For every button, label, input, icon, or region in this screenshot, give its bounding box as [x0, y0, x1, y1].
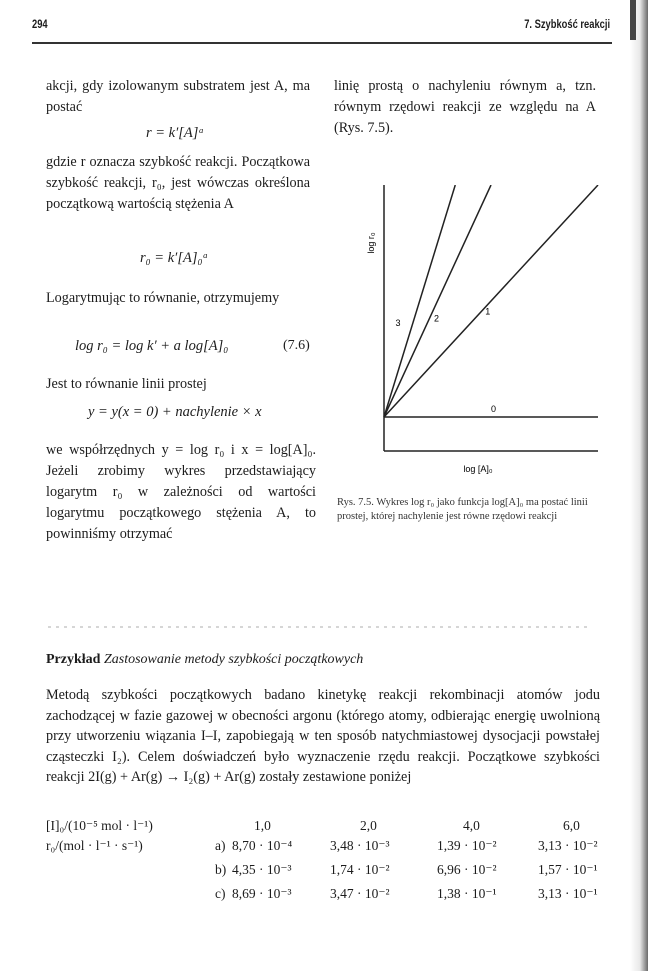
table-col-2: 2,0	[360, 818, 377, 833]
series-label-order-1: 1	[485, 306, 491, 317]
table-cell: 3,47 · 10⁻²	[330, 886, 390, 901]
page-corner-shadow	[630, 0, 636, 40]
example-text: Metodą szybkości początkowych badano kinetykę reakcji rekombinacji atomów jodu zachodzącej w fazie gazowej w obecności argonu (którego atomy, odbierając energię uwolnioną przy utworzeniu wiązania I–I, zapobiegają w ten sposób natychmiastowej dysocjacji powstałej cząsteczki I₂). Celem doświadczeń było wyznaczenie rzędu reakcji. Początkowe szybkości reakcji 2I(g) + Ar(g) → I₂(g) + Ar(g) zostały zestawione poniżej	[46, 687, 600, 785]
table-col-3: 4,0	[463, 818, 480, 833]
table-cell: 3,13 · 10⁻¹	[538, 886, 598, 901]
series-line-order-3	[384, 185, 455, 417]
series-label-order-2: 2	[433, 313, 439, 324]
figure-caption: Rys. 7.5. Wykres log r₀ jako funkcja log[A]₀ ma postać linii prostej, której nachylenie jest równe rzędowi reakcji	[337, 497, 588, 522]
example-label: Przykład	[46, 652, 101, 667]
table-cell: 1,57 · 10⁻¹	[538, 862, 598, 877]
series-label-order-0: 0	[491, 404, 497, 414]
table-cell: 3,48 · 10⁻³	[330, 838, 390, 853]
page-edge-shadow	[630, 0, 648, 971]
page-number: 294	[32, 17, 48, 31]
left-para-2: gdzie r oznacza szybkość reakcji. Początkowa szybkość reakcji, r₀, jest wówczas określona początkową wartością stężenia A	[46, 154, 310, 212]
scan-artifact	[48, 626, 588, 628]
chapter-title: 7. Szybkość reakcji	[524, 17, 610, 31]
header-rule	[32, 42, 612, 44]
right-para-1: linię prostą o nachyleniu równym a, tzn. równym rzędowi reakcji ze względu na A (Rys. 7.5).	[334, 78, 596, 136]
equation-rate-law: r = k′[A]ᵃ	[146, 125, 205, 141]
order-plot	[350, 185, 600, 485]
left-para-1: akcji, gdy izolowanym substratem jest A, ma postać	[46, 78, 310, 115]
left-para-3: Logarytmując to równanie, otrzymujemy	[46, 290, 280, 306]
table-cell: 1,38 · 10⁻¹	[437, 886, 497, 901]
series-line-order-1	[384, 185, 598, 417]
example-heading	[46, 652, 363, 668]
y-axis-label: log r₀	[366, 232, 376, 254]
table-col-4: 6,0	[563, 818, 580, 833]
series-line-order-2	[384, 185, 491, 417]
table-col-1: 1,0	[254, 818, 271, 833]
table-cell: 1,74 · 10⁻²	[330, 862, 390, 877]
left-para-5: we współrzędnych y = log r₀ i x = log[A]₀. Jeżeli zrobimy wykres przedstawiający logarytm r₀ w zależności od wartości logarytmu początkowego stężenia A, to powinniśmy otrzymać	[46, 442, 316, 542]
table-cell: 1,39 · 10⁻²	[437, 838, 497, 853]
table-row-label: b)	[215, 862, 227, 877]
table-row-label: a)	[215, 838, 226, 853]
table-cell: 8,69 · 10⁻³	[232, 886, 292, 901]
example-title: Zastosowanie metody szybkości początkowych	[103, 652, 364, 667]
equation-straight-line: y = y(x = 0) + nachylenie × x	[88, 404, 262, 420]
table-row-label: c)	[215, 886, 226, 901]
left-para-4: Jest to równanie linii prostej	[46, 376, 207, 392]
table-cell: 6,96 · 10⁻²	[437, 862, 497, 877]
table-cell: 4,35 · 10⁻³	[232, 862, 292, 877]
equation-initial-rate: r₀ = k′[A]₀ᵃ	[140, 250, 209, 266]
equation-log-form: log r₀ = log k′ + a log[A]₀	[75, 338, 229, 354]
series-label-order-3: 3	[395, 318, 401, 329]
x-axis-label: log [A]₀	[463, 464, 493, 474]
equation-number: (7.6)	[283, 338, 310, 353]
table-cell: 3,13 · 10⁻²	[538, 838, 598, 853]
table-cell: 8,70 · 10⁻⁴	[232, 838, 293, 853]
table-header-rate: r₀/(mol · l⁻¹ · s⁻¹)	[46, 838, 143, 853]
table-header-concentration: [I]₀/(10⁻⁵ mol · l⁻¹)	[46, 818, 153, 833]
